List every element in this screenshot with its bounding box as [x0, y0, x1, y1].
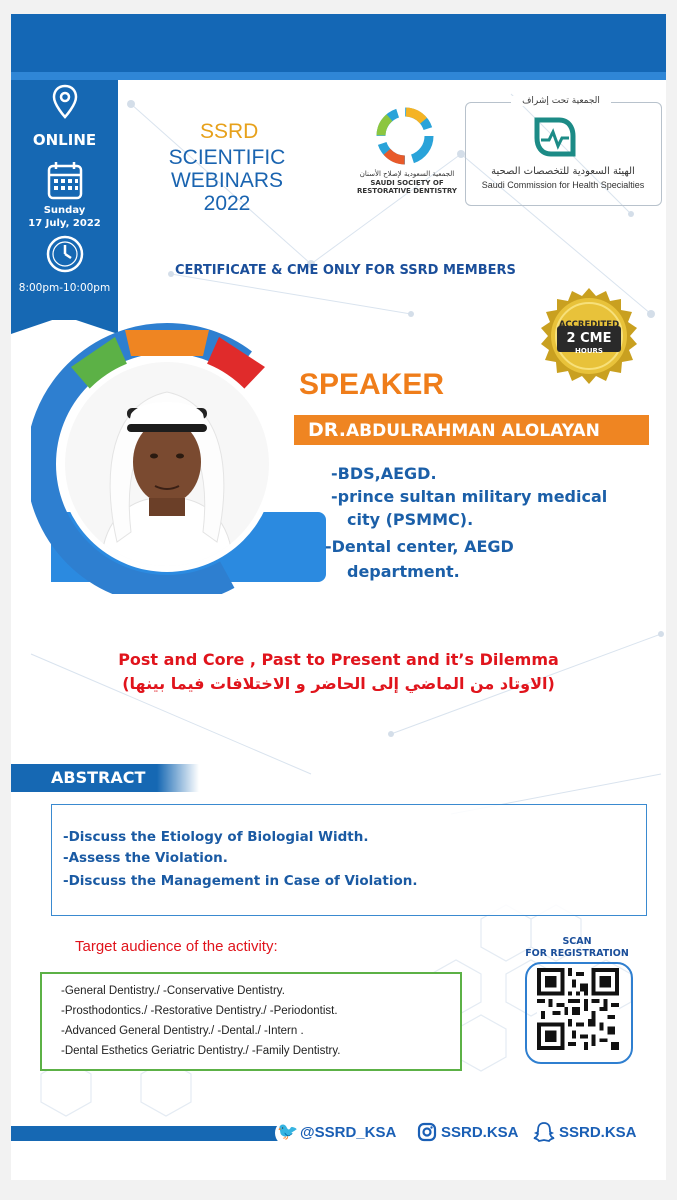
snapchat-icon — [533, 1121, 555, 1143]
event-day: Sunday — [43, 205, 86, 216]
title-line-scientific: SCIENTIFIC — [168, 146, 286, 169]
speaker-name: ABDULRAHMAN ALOLAYAN — [345, 421, 600, 441]
top-banner — [11, 14, 666, 78]
schs-logo-english: Saudi Commission for Health Specialties — [481, 180, 645, 190]
online-label: ONLINE — [32, 131, 97, 149]
speaker-bio-line-4: -Dental center, AEGD — [325, 537, 514, 556]
ssrd-logo-english-1: SAUDI SOCIETY OF — [370, 179, 444, 187]
audience-line-1: -General Dentistry./ -Conservative Dentistry. — [61, 985, 285, 997]
cme-badge-line2: 2 CME — [566, 331, 612, 346]
twitter-icon: 🐦 — [277, 1122, 299, 1142]
title-line-webinars: WEBINARS — [170, 169, 283, 192]
certificate-note: CERTIFICATE & CME ONLY FOR SSRD MEMBERS — [175, 263, 516, 278]
instagram-icon — [417, 1122, 437, 1142]
cme-badge-line3: HOURS — [575, 347, 603, 355]
clock-icon — [45, 234, 85, 274]
schs-logo-icon — [529, 114, 581, 164]
audience-heading: Target audience of the activity: — [75, 938, 278, 955]
scan-for-registration-label: FOR REGISTRATION — [525, 948, 629, 959]
speaker-photo — [31, 312, 303, 594]
speaker-bio-line-5: department. — [347, 562, 460, 581]
event-date: 17 July, 2022 — [28, 218, 101, 229]
registration-qr-code[interactable] — [537, 968, 619, 1050]
snapchat-handle[interactable]: SSRD.KSA — [559, 1124, 637, 1141]
schs-logo-arabic: الهيئة السعودية للتخصصات الصحية — [491, 166, 635, 177]
audience-line-4: -Dental Esthetics Geriatric Dentistry./ -Family Dentistry. — [61, 1045, 341, 1057]
abstract-heading-fade — [157, 764, 199, 792]
ssrd-logo-arabic: الجمعية السعودية لإصلاح الأسنان — [359, 170, 455, 178]
calendar-icon — [47, 160, 83, 202]
speaker-bio-line-2: -prince sultan military medical — [331, 487, 608, 506]
speaker-name-prefix: DR. — [308, 419, 346, 441]
top-banner-shade — [11, 72, 666, 80]
speaker-bio-line-1: -BDS,AEGD. — [331, 464, 437, 483]
speaker-name-bar — [294, 415, 649, 445]
title-line-ssrd: SSRD — [200, 120, 259, 143]
ssrd-logo-english-2: RESTORATIVE DENTISTRY — [357, 187, 457, 195]
speaker-bio-line-3: city (PSMMC). — [347, 510, 474, 529]
lecture-title-arabic: (الاوتاد من الماضي إلى الحاضر و الاختلافات فيما بينها) — [122, 674, 555, 693]
twitter-handle[interactable]: @SSRD_KSA — [300, 1124, 397, 1141]
abstract-heading: ABSTRACT — [11, 764, 197, 792]
abstract-item-1: -Discuss the Etiology of Biologial Width. — [63, 829, 369, 845]
audience-line-2: -Prosthodontics./ -Restorative Dentistry./ -Periodontist. — [61, 1005, 338, 1017]
schs-supervision-label: الجمعية تحت إشراف — [511, 96, 611, 106]
webinar-poster — [11, 14, 666, 1180]
abstract-item-2: -Assess the Violation. — [63, 850, 228, 866]
ssrd-logo-ring — [373, 104, 437, 168]
scan-label: SCAN — [562, 936, 592, 947]
lecture-title-english: Post and Core , Past to Present and it’s Dilemma — [118, 650, 559, 669]
event-time: 8:00pm-10:00pm — [18, 282, 111, 294]
instagram-handle[interactable]: SSRD.KSA — [441, 1124, 519, 1141]
location-pin-icon — [51, 84, 79, 120]
cme-badge-line1: ACCREDITED — [558, 320, 620, 330]
title-line-year: 2022 — [203, 192, 251, 215]
abstract-item-3: -Discuss the Management in Case of Violation. — [63, 873, 418, 889]
audience-line-3: -Advanced General Dentistry./ -Dental./ -Intern . — [61, 1025, 304, 1037]
speaker-heading: SPEAKER — [299, 368, 445, 401]
